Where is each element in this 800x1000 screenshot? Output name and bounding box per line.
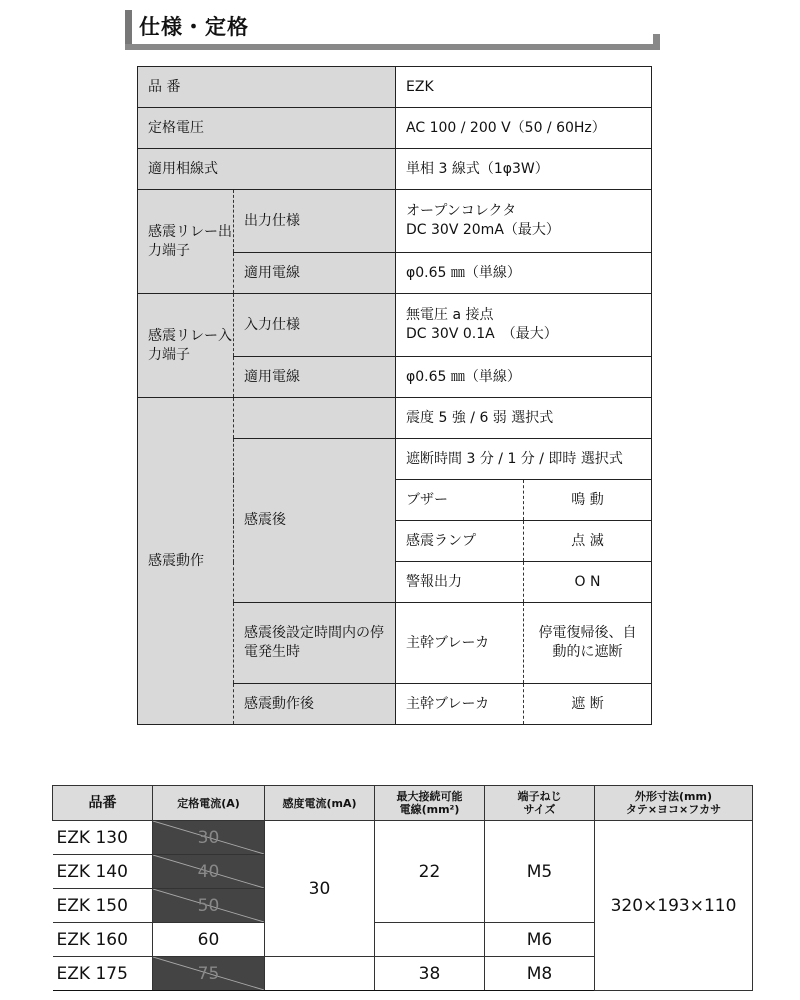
current-cell-discontinued: 30 xyxy=(153,821,265,855)
relay-in-spec-line2: DC 30V 0.1A （最大） xyxy=(406,326,558,342)
heading-underline xyxy=(125,44,660,50)
relay-out-wire-label: 適用電線 xyxy=(234,253,396,294)
header-wire-line1: 最大接続可能 xyxy=(396,790,463,803)
header-wire xyxy=(375,786,485,821)
screw-cell-b: M6 xyxy=(485,923,595,957)
model-cell: EZK 175 xyxy=(53,957,153,991)
header-dim-line2: タテ×ヨコ×フカサ xyxy=(625,803,722,816)
operation-label: 感震動作 xyxy=(138,398,234,725)
header-wire-line2: 電線(mm²) xyxy=(399,803,460,816)
buzzer-label: ブザー xyxy=(396,480,524,521)
operation-blank xyxy=(234,398,396,439)
cutoff-select: 遮断時間 3 分 / 1 分 / 即時 選択式 xyxy=(396,439,652,480)
relay-in-spec-line1: 無電圧 a 接点 xyxy=(406,307,494,323)
dimensions-cell: 320×193×110 xyxy=(595,821,753,991)
sensitivity-cell-continued xyxy=(265,957,375,991)
outage-breaker: 主幹ブレーカ xyxy=(396,603,524,684)
voltage-label: 定格電圧 xyxy=(138,108,396,149)
model-label: 品 番 xyxy=(138,67,396,108)
current-cell-discontinued: 75 xyxy=(153,957,265,991)
relay-in-wire-value: φ0.65 ㎜（単線） xyxy=(396,357,652,398)
section-heading xyxy=(125,10,660,44)
screw-cell-c: M8 xyxy=(485,957,595,991)
section-title: 仕様・定格 xyxy=(139,15,249,39)
screw-cell-a: M5 xyxy=(485,821,595,923)
outage-value: 停電復帰後、自動的に遮断 xyxy=(524,603,652,684)
post-breaker: 主幹ブレーカ xyxy=(396,684,524,725)
header-screw-line1: 端子ねじ xyxy=(517,790,562,803)
header-rated-current: 定格電流(A) xyxy=(153,786,265,821)
alarm-value: O N xyxy=(524,562,652,603)
wire-cell-a-continued xyxy=(375,923,485,957)
header-dimensions xyxy=(595,786,753,821)
phase-value: 単相 3 線式（1φ3W） xyxy=(396,149,652,190)
wire-cell-a: 22 xyxy=(375,821,485,923)
model-cell: EZK 130 xyxy=(53,821,153,855)
relay-in-wire-label: 適用電線 xyxy=(234,357,396,398)
sensitivity-cell: 30 xyxy=(265,821,375,957)
wire-cell-b: 38 xyxy=(375,957,485,991)
post-value: 遮 断 xyxy=(524,684,652,725)
relay-in-spec-label: 入力仕様 xyxy=(234,294,396,357)
current-cell-discontinued: 50 xyxy=(153,889,265,923)
header-sensitivity: 感度電流(mA) xyxy=(265,786,375,821)
relay-out-spec-label: 出力仕様 xyxy=(234,190,396,253)
relay-out-wire-value: φ0.65 ㎜（単線） xyxy=(396,253,652,294)
relay-out-spec-line1: オープンコレクタ xyxy=(406,203,517,219)
header-screw xyxy=(485,786,595,821)
phase-label: 適用相線式 xyxy=(138,149,396,190)
current-cell-discontinued: 40 xyxy=(153,855,265,889)
spec-table xyxy=(137,66,652,725)
after-label: 感震後 xyxy=(234,439,396,603)
voltage-value: AC 100 / 200 V（50 / 60Hz） xyxy=(396,108,652,149)
current-cell: 60 xyxy=(153,923,265,957)
relay-out-spec-line2: DC 30V 20mA（最大） xyxy=(406,222,560,238)
alarm-label: 警報出力 xyxy=(396,562,524,603)
relay-in-label: 感震リレー入力端子 xyxy=(138,294,234,398)
product-table xyxy=(52,785,753,991)
model-cell: EZK 140 xyxy=(53,855,153,889)
header-screw-line2: サイズ xyxy=(523,803,556,816)
seismic-select: 震度 5 強 / 6 弱 選択式 xyxy=(396,398,652,439)
post-label: 感震動作後 xyxy=(234,684,396,725)
model-cell: EZK 160 xyxy=(53,923,153,957)
lamp-value: 点 滅 xyxy=(524,521,652,562)
header-model: 品番 xyxy=(53,786,153,821)
relay-out-spec-value xyxy=(396,190,652,253)
model-value: EZK xyxy=(396,67,652,108)
lamp-label: 感震ランプ xyxy=(396,521,524,562)
buzzer-value: 鳴 動 xyxy=(524,480,652,521)
heading-tick xyxy=(653,34,660,48)
heading-bar xyxy=(125,10,132,44)
model-cell: EZK 150 xyxy=(53,889,153,923)
relay-out-label: 感震リレー出力端子 xyxy=(138,190,234,294)
relay-in-spec-value xyxy=(396,294,652,357)
outage-label: 感震後設定時間内の停電発生時 xyxy=(234,603,396,684)
header-dim-line1: 外形寸法(mm) xyxy=(635,790,712,803)
